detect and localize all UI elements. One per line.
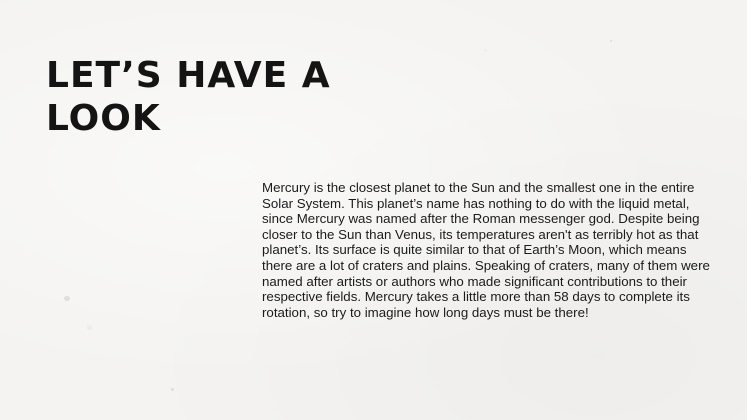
slide-body-paragraph: Mercury is the closest planet to the Sun and the smallest one in the entire Solar System. This planet’s name has nothing to do with the liquid metal, since Mercury was named after the Roman messenger god. Despite being closer to the Sun than Venus, its temperatures aren't as terribly hot as that planet’s. Its surface is quite similar to that of Earth’s Moon, which means there are a lot of craters and plains. Speaking of craters, many of them were named after artists or authors who made significant contributions to their respective fields. Mercury takes a little more than 58 days to complete its rotation, so try to imagine how long days must be there! [262, 180, 710, 320]
texture-speck [610, 40, 612, 42]
texture-speck [64, 296, 70, 301]
slide-title-line-2: LOOK [46, 98, 161, 139]
slide-title [46, 54, 466, 140]
texture-speck [171, 388, 174, 391]
slide-title-line-1: LET’S HAVE A [46, 55, 331, 96]
